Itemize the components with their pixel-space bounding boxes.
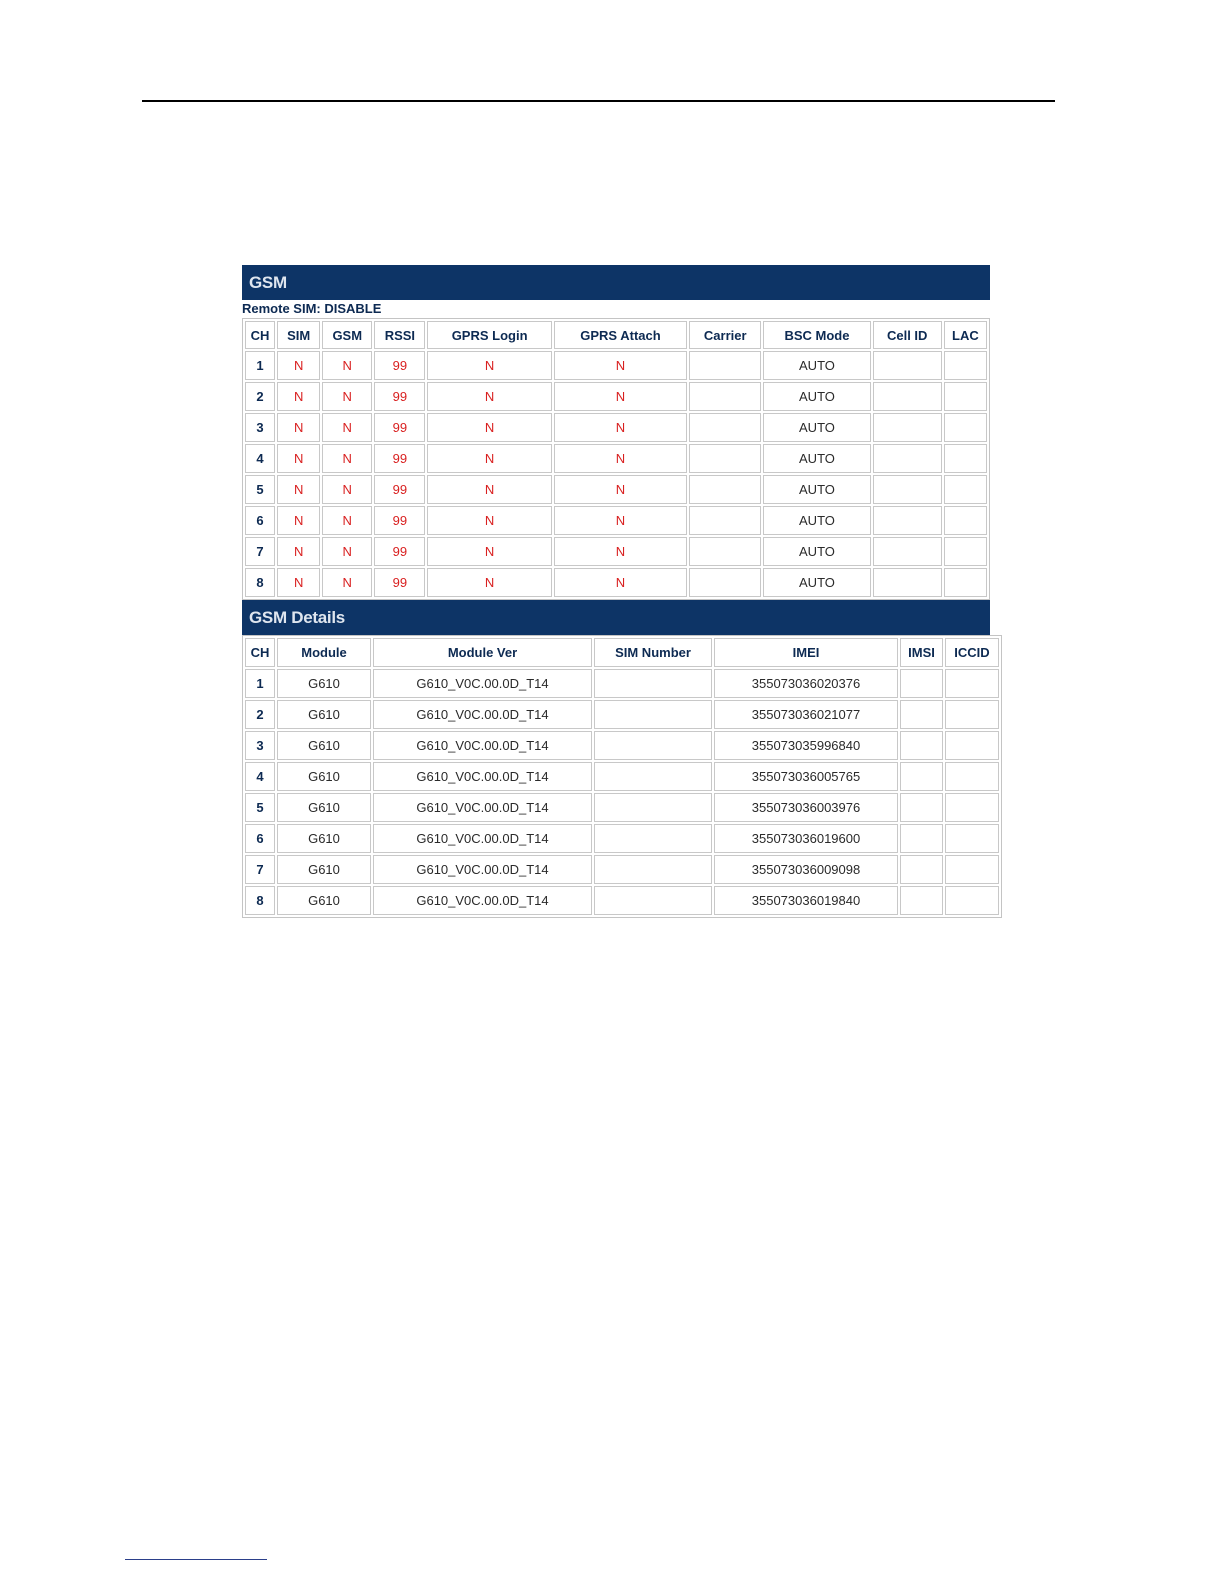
column-header: IMSI [900, 638, 943, 667]
cell-rssi: 99 [374, 537, 425, 566]
cell-bsc-mode: AUTO [763, 568, 870, 597]
cell-sim-number [594, 824, 712, 853]
cell-gprs-login: N [427, 568, 551, 597]
cell-cell-id [873, 537, 942, 566]
cell-imei: 355073036009098 [714, 855, 898, 884]
cell-iccid [945, 793, 999, 822]
cell-imsi [900, 793, 943, 822]
cell-gsm: N [322, 413, 372, 442]
cell-carrier [689, 351, 761, 380]
column-header: ICCID [945, 638, 999, 667]
gsm-details-table [242, 635, 1002, 918]
cell-ch: 5 [245, 475, 275, 504]
cell-sim-number [594, 793, 712, 822]
cell-carrier [689, 537, 761, 566]
table-row [245, 793, 999, 822]
cell-sim-number [594, 731, 712, 760]
cell-gprs-attach: N [554, 444, 687, 473]
cell-ch: 4 [245, 762, 275, 791]
cell-bsc-mode: AUTO [763, 537, 870, 566]
cell-iccid [945, 731, 999, 760]
cell-module-ver: G610_V0C.00.0D_T14 [373, 700, 592, 729]
cell-gprs-attach: N [554, 568, 687, 597]
cell-iccid [945, 762, 999, 791]
cell-imei: 355073036020376 [714, 669, 898, 698]
column-header: Module [277, 638, 371, 667]
cell-sim: N [277, 506, 320, 535]
cell-lac [944, 475, 987, 504]
column-header: GSM [322, 321, 372, 349]
column-header: CH [245, 638, 275, 667]
cell-gsm: N [322, 568, 372, 597]
table-row [245, 700, 999, 729]
cell-gprs-attach: N [554, 475, 687, 504]
column-header: SIM Number [594, 638, 712, 667]
cell-bsc-mode: AUTO [763, 351, 870, 380]
table-row [245, 855, 999, 884]
cell-imsi [900, 824, 943, 853]
cell-imsi [900, 855, 943, 884]
cell-imsi [900, 762, 943, 791]
gsm-details-header-row [245, 638, 999, 667]
gsm-status-table [242, 318, 990, 600]
cell-carrier [689, 382, 761, 411]
table-row [245, 731, 999, 760]
cell-gprs-login: N [427, 413, 551, 442]
cell-ch: 6 [245, 506, 275, 535]
cell-carrier [689, 413, 761, 442]
gsm-status-panel [242, 265, 990, 918]
cell-cell-id [873, 568, 942, 597]
cell-cell-id [873, 475, 942, 504]
cell-imsi [900, 700, 943, 729]
cell-module-ver: G610_V0C.00.0D_T14 [373, 669, 592, 698]
cell-imei: 355073036005765 [714, 762, 898, 791]
page-top-rule [142, 100, 1055, 102]
cell-bsc-mode: AUTO [763, 475, 870, 504]
cell-rssi: 99 [374, 413, 425, 442]
cell-sim: N [277, 413, 320, 442]
cell-imsi [900, 731, 943, 760]
table-row [245, 351, 987, 380]
cell-gsm: N [322, 351, 372, 380]
cell-module: G610 [277, 855, 371, 884]
cell-sim: N [277, 475, 320, 504]
cell-carrier [689, 475, 761, 504]
gsm-details-section-title: GSM Details [242, 600, 990, 635]
cell-bsc-mode: AUTO [763, 382, 870, 411]
cell-lac [944, 382, 987, 411]
cell-gprs-login: N [427, 475, 551, 504]
column-header: CH [245, 321, 275, 349]
cell-carrier [689, 506, 761, 535]
table-row [245, 669, 999, 698]
cell-imei: 355073035996840 [714, 731, 898, 760]
cell-rssi: 99 [374, 351, 425, 380]
cell-module: G610 [277, 731, 371, 760]
table-row [245, 382, 987, 411]
table-row [245, 537, 987, 566]
table-row [245, 413, 987, 442]
cell-module-ver: G610_V0C.00.0D_T14 [373, 855, 592, 884]
cell-gprs-attach: N [554, 506, 687, 535]
cell-cell-id [873, 351, 942, 380]
cell-cell-id [873, 382, 942, 411]
cell-rssi: 99 [374, 444, 425, 473]
cell-imei: 355073036003976 [714, 793, 898, 822]
cell-ch: 4 [245, 444, 275, 473]
cell-iccid [945, 700, 999, 729]
cell-module-ver: G610_V0C.00.0D_T14 [373, 762, 592, 791]
cell-ch: 3 [245, 731, 275, 760]
cell-sim: N [277, 444, 320, 473]
cell-module: G610 [277, 824, 371, 853]
cell-sim-number [594, 762, 712, 791]
column-header: BSC Mode [763, 321, 870, 349]
cell-gprs-login: N [427, 444, 551, 473]
column-header: Module Ver [373, 638, 592, 667]
cell-imsi [900, 669, 943, 698]
cell-rssi: 99 [374, 506, 425, 535]
cell-gprs-attach: N [554, 413, 687, 442]
cell-sim: N [277, 382, 320, 411]
cell-module: G610 [277, 886, 371, 915]
cell-bsc-mode: AUTO [763, 444, 870, 473]
cell-module: G610 [277, 762, 371, 791]
column-header: Cell ID [873, 321, 942, 349]
cell-lac [944, 413, 987, 442]
cell-lac [944, 537, 987, 566]
cell-bsc-mode: AUTO [763, 506, 870, 535]
cell-cell-id [873, 506, 942, 535]
cell-imei: 355073036019600 [714, 824, 898, 853]
cell-ch: 1 [245, 351, 275, 380]
cell-ch: 6 [245, 824, 275, 853]
cell-gprs-login: N [427, 537, 551, 566]
cell-sim-number [594, 886, 712, 915]
remote-sim-status: Remote SIM: DISABLE [242, 301, 382, 316]
cell-ch: 8 [245, 568, 275, 597]
cell-sim-number [594, 700, 712, 729]
cell-imei: 355073036019840 [714, 886, 898, 915]
cell-ch: 7 [245, 855, 275, 884]
cell-module: G610 [277, 700, 371, 729]
table-row [245, 475, 987, 504]
cell-imsi [900, 886, 943, 915]
cell-lac [944, 506, 987, 535]
cell-ch: 2 [245, 382, 275, 411]
table-row [245, 886, 999, 915]
cell-sim: N [277, 537, 320, 566]
cell-module: G610 [277, 793, 371, 822]
column-header: GPRS Attach [554, 321, 687, 349]
cell-iccid [945, 886, 999, 915]
cell-sim: N [277, 568, 320, 597]
cell-sim-number [594, 855, 712, 884]
cell-module-ver: G610_V0C.00.0D_T14 [373, 886, 592, 915]
cell-module-ver: G610_V0C.00.0D_T14 [373, 731, 592, 760]
cell-lac [944, 568, 987, 597]
cell-gsm: N [322, 506, 372, 535]
cell-cell-id [873, 444, 942, 473]
cell-gprs-login: N [427, 351, 551, 380]
cell-rssi: 99 [374, 475, 425, 504]
table-row [245, 824, 999, 853]
cell-sim: N [277, 351, 320, 380]
cell-ch: 7 [245, 537, 275, 566]
cell-gprs-attach: N [554, 537, 687, 566]
table-row [245, 568, 987, 597]
column-header: IMEI [714, 638, 898, 667]
column-header: Carrier [689, 321, 761, 349]
gsm-section-title: GSM [242, 265, 990, 300]
cell-ch: 1 [245, 669, 275, 698]
cell-bsc-mode: AUTO [763, 413, 870, 442]
cell-gsm: N [322, 382, 372, 411]
table-row [245, 506, 987, 535]
cell-ch: 8 [245, 886, 275, 915]
cell-carrier [689, 444, 761, 473]
cell-gprs-login: N [427, 506, 551, 535]
cell-module-ver: G610_V0C.00.0D_T14 [373, 793, 592, 822]
column-header: SIM [277, 321, 320, 349]
cell-cell-id [873, 413, 942, 442]
cell-gprs-attach: N [554, 382, 687, 411]
cell-sim-number [594, 669, 712, 698]
cell-iccid [945, 855, 999, 884]
cell-ch: 2 [245, 700, 275, 729]
table-row [245, 762, 999, 791]
cell-gsm: N [322, 444, 372, 473]
cell-gsm: N [322, 475, 372, 504]
cell-gprs-login: N [427, 382, 551, 411]
cell-carrier [689, 568, 761, 597]
column-header: RSSI [374, 321, 425, 349]
cell-gprs-attach: N [554, 351, 687, 380]
table-row [245, 444, 987, 473]
gsm-table-header-row [245, 321, 987, 349]
cell-imei: 355073036021077 [714, 700, 898, 729]
cell-ch: 3 [245, 413, 275, 442]
cell-rssi: 99 [374, 568, 425, 597]
footnote-rule [125, 1559, 267, 1560]
cell-lac [944, 444, 987, 473]
cell-iccid [945, 824, 999, 853]
column-header: GPRS Login [427, 321, 551, 349]
cell-ch: 5 [245, 793, 275, 822]
column-header: LAC [944, 321, 987, 349]
cell-lac [944, 351, 987, 380]
cell-module: G610 [277, 669, 371, 698]
cell-rssi: 99 [374, 382, 425, 411]
cell-module-ver: G610_V0C.00.0D_T14 [373, 824, 592, 853]
cell-gsm: N [322, 537, 372, 566]
cell-iccid [945, 669, 999, 698]
